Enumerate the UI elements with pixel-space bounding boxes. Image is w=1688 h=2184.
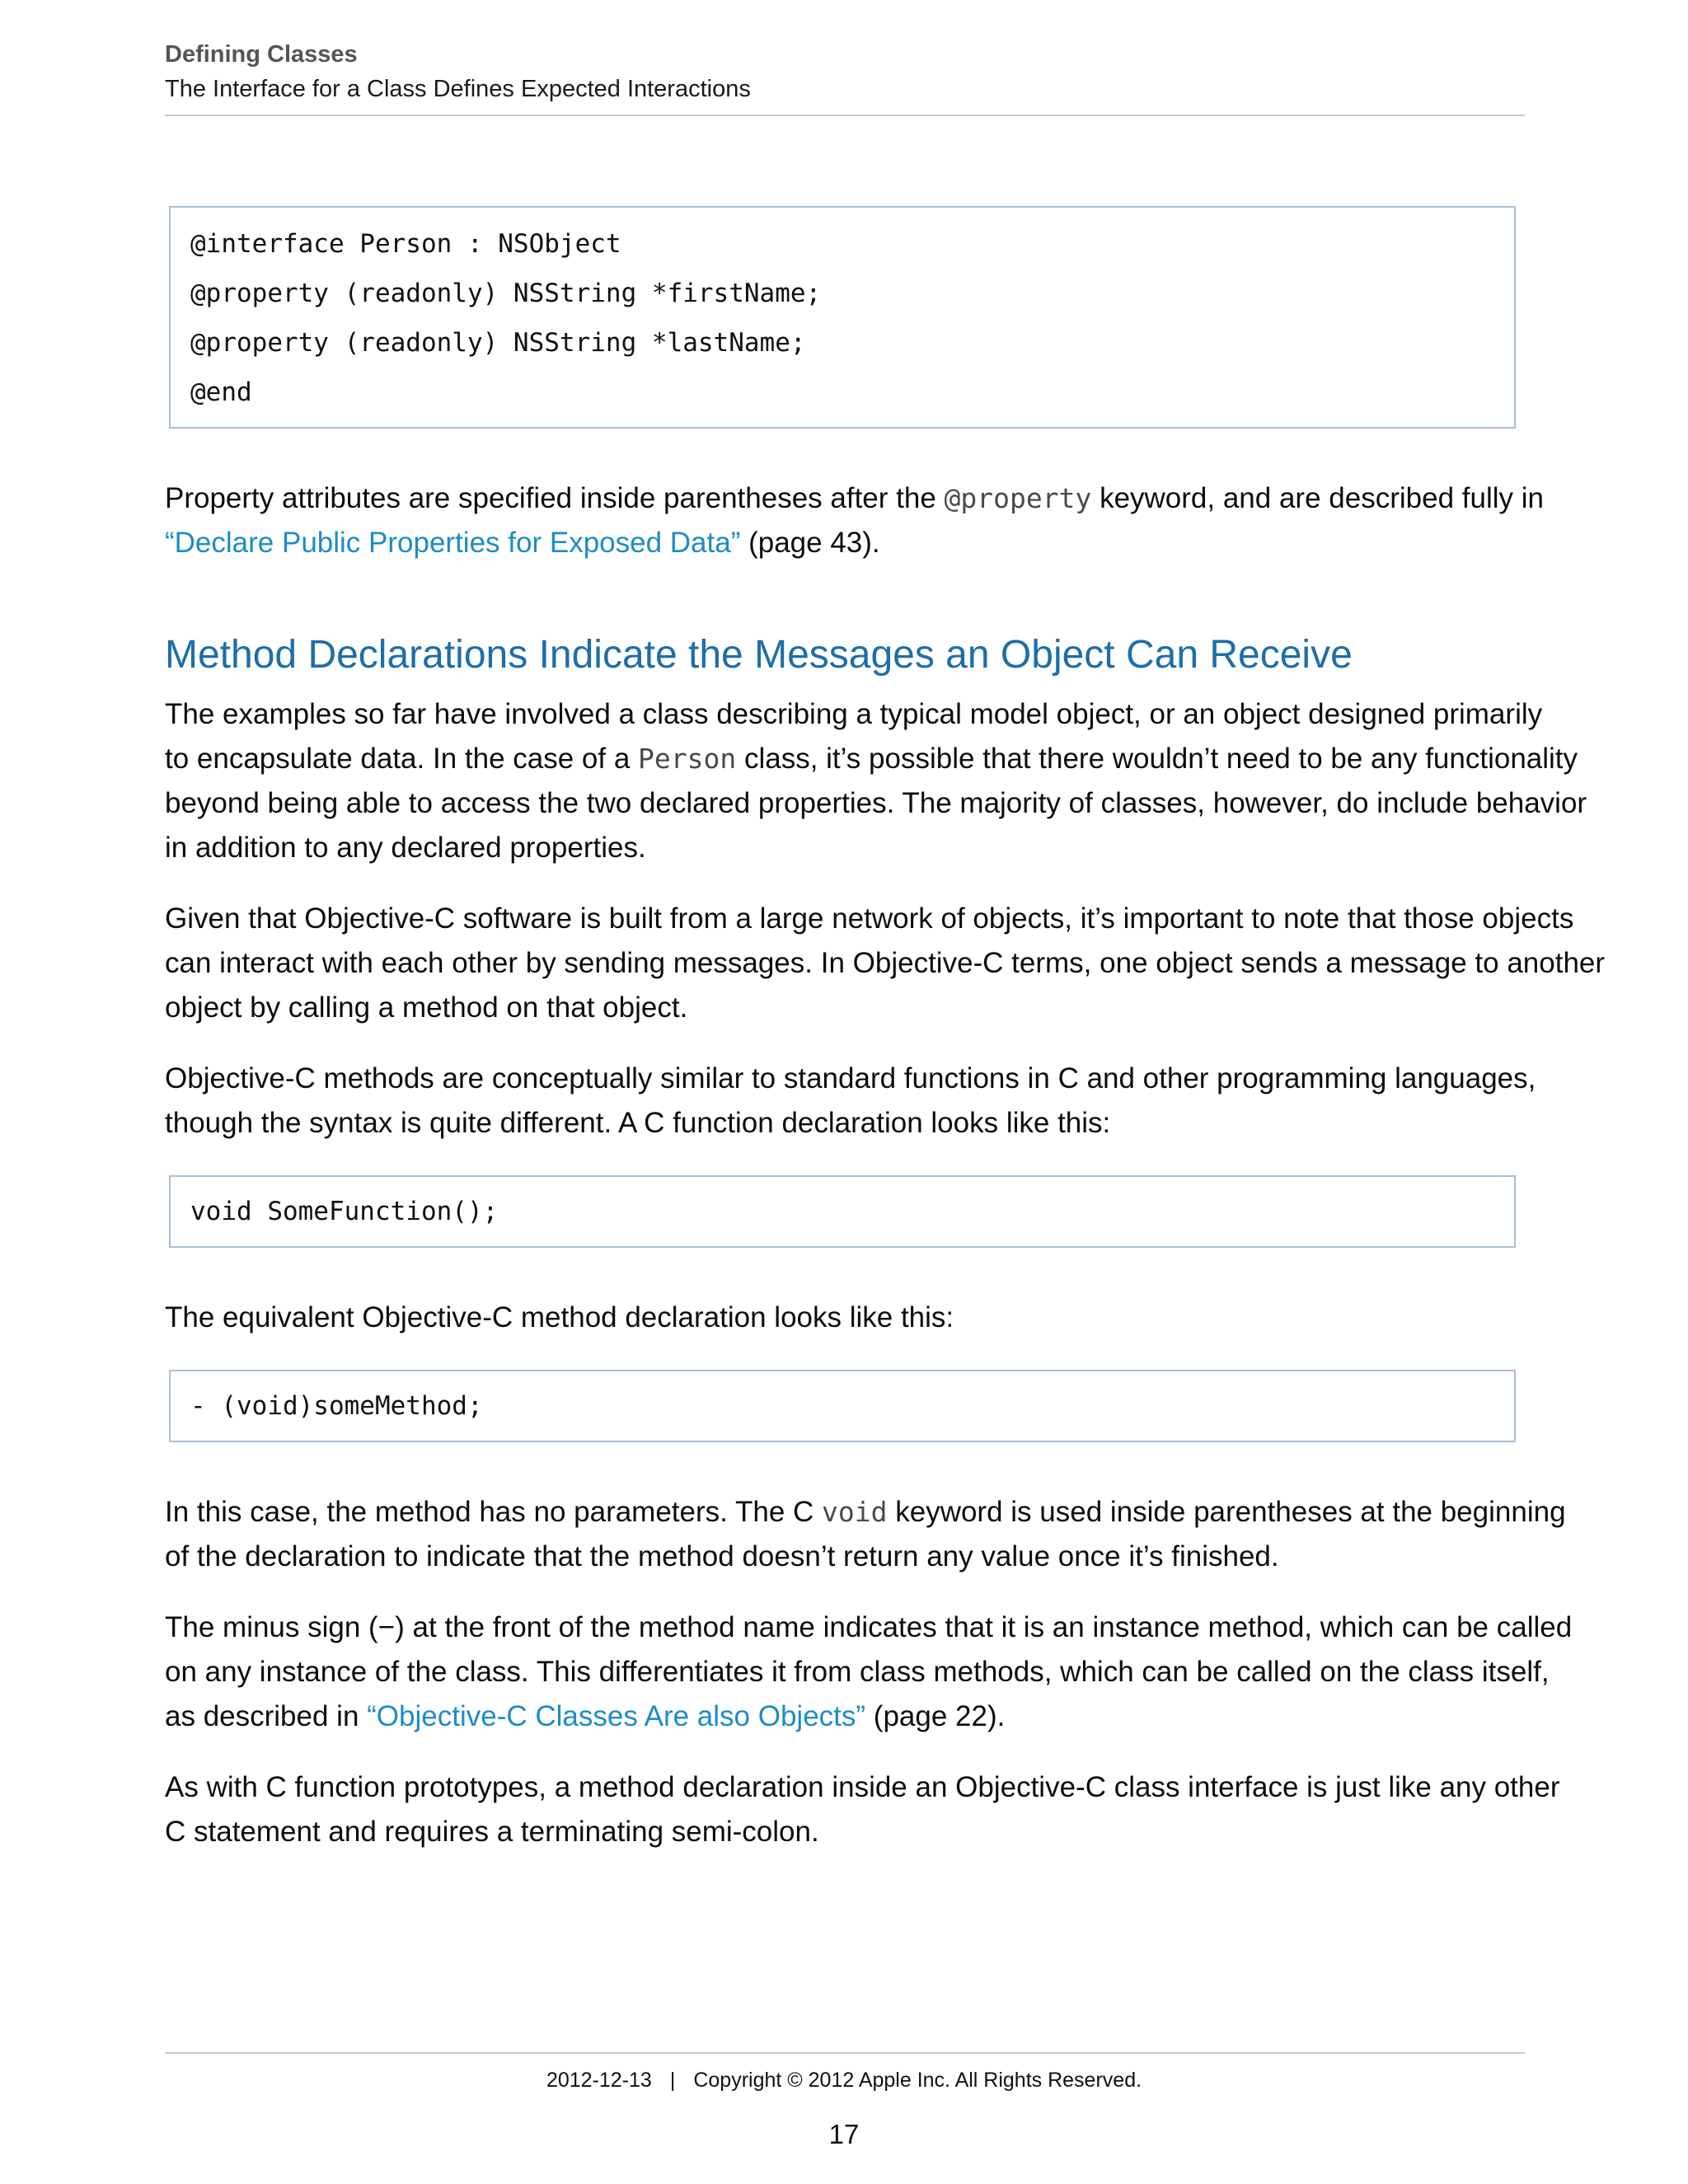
paragraph-prototypes bbox=[165, 1765, 1560, 1854]
text-line: beyond being able to access the two declared properties. The majority of classes, however, do include behavior bbox=[165, 787, 1587, 819]
text-line: though the syntax is quite different. A C function declaration looks like this: bbox=[165, 1107, 1111, 1139]
text-line bbox=[165, 737, 1578, 781]
text-span: (page 22). bbox=[865, 1700, 1006, 1732]
header-divider bbox=[165, 115, 1525, 116]
text-line: on any instance of the class. This differentiates it from class methods, which can be called on the class itself, bbox=[165, 1656, 1550, 1688]
text-line bbox=[165, 1694, 1533, 1739]
footer bbox=[0, 2065, 1688, 2095]
footer-date: 2012-12-13 bbox=[546, 2069, 652, 2092]
text-line: can interact with each other by sending messages. In Objective-C terms, one object sends a message to another bbox=[165, 947, 1606, 979]
text-line: in addition to any declared properties. bbox=[165, 832, 646, 864]
paragraph-c-functions bbox=[165, 1057, 1536, 1146]
text-line: The examples so far have involved a class describing a typical model object, or an object designed primarily bbox=[165, 698, 1543, 730]
footer-copyright: Copyright © 2012 Apple Inc. All Rights Reserved. bbox=[693, 2069, 1142, 2092]
text-line: The equivalent Objective-C method declaration looks like this: bbox=[165, 1301, 954, 1333]
paragraph-examples bbox=[165, 692, 1587, 870]
text-line: of the declaration to indicate that the method doesn’t return any value once it’s finished. bbox=[165, 1540, 1279, 1572]
footer-divider bbox=[165, 2052, 1525, 2054]
text-line bbox=[165, 1490, 1566, 1535]
paragraph-property-attributes bbox=[165, 476, 1544, 565]
code-line: @interface Person : NSObject bbox=[190, 229, 621, 259]
inline-code: @property bbox=[944, 482, 1092, 514]
text-line: As with C function prototypes, a method declaration inside an Objective-C class interface is just like any other bbox=[165, 1771, 1560, 1803]
text-line bbox=[165, 476, 1544, 521]
paragraph-minus-sign bbox=[165, 1605, 1573, 1739]
objc-method-code-block bbox=[169, 1370, 1516, 1442]
text-line: The minus sign (−) at the front of the method name indicates that it is an instance method, which can be called bbox=[165, 1611, 1573, 1643]
inline-code: Person bbox=[638, 743, 737, 775]
footer-separator: | bbox=[669, 2069, 676, 2092]
section-title: The Interface for a Class Defines Expected Interactions bbox=[165, 76, 751, 102]
chapter-title: Defining Classes bbox=[165, 41, 358, 68]
text-line bbox=[165, 521, 1533, 565]
text-line: Objective-C methods are conceptually similar to standard functions in C and other programming languages, bbox=[165, 1062, 1536, 1094]
inline-code: void bbox=[822, 1496, 888, 1528]
text-line: C statement and requires a terminating semi-colon. bbox=[165, 1816, 819, 1848]
code-line: @property (readonly) NSString *firstName; bbox=[190, 279, 822, 308]
paragraph-no-parameters bbox=[165, 1490, 1566, 1579]
code-line: @end bbox=[190, 377, 252, 407]
c-function-code-block bbox=[169, 1175, 1516, 1248]
text-span: (page 43). bbox=[740, 527, 880, 559]
paragraph-messages bbox=[165, 897, 1606, 1030]
section-heading: Method Declarations Indicate the Messages an Object Can Receive bbox=[165, 633, 1353, 677]
text-span: as described in bbox=[165, 1700, 368, 1732]
text-span: to encapsulate data. In the case of a bbox=[165, 743, 639, 775]
interface-code-block bbox=[169, 206, 1516, 429]
declare-public-properties-link[interactable]: “Declare Public Properties for Exposed Data” bbox=[165, 527, 741, 559]
code-line: @property (readonly) NSString *lastName; bbox=[190, 328, 806, 358]
code-line: void SomeFunction(); bbox=[190, 1197, 499, 1226]
paragraph-equivalent bbox=[165, 1296, 1533, 1340]
objc-classes-objects-link[interactable]: “Objective-C Classes Are also Objects” bbox=[367, 1700, 866, 1732]
text-line: object by calling a method on that object. bbox=[165, 991, 688, 1024]
text-span: class, it’s possible that there wouldn’t need to be any functionality bbox=[736, 743, 1578, 775]
text-span: Property attributes are specified inside parentheses after the bbox=[165, 482, 945, 514]
text-span: keyword, and are described fully in bbox=[1091, 482, 1544, 514]
code-line: - (void)someMethod; bbox=[190, 1391, 483, 1421]
text-span: keyword is used inside parentheses at the beginning bbox=[887, 1496, 1566, 1528]
text-line: Given that Objective-C software is built from a large network of objects, it’s important to note that those objects bbox=[165, 902, 1574, 935]
running-header bbox=[165, 38, 1525, 105]
text-span: In this case, the method has no parameters. The C bbox=[165, 1496, 823, 1528]
page-number: 17 bbox=[828, 2119, 860, 2149]
